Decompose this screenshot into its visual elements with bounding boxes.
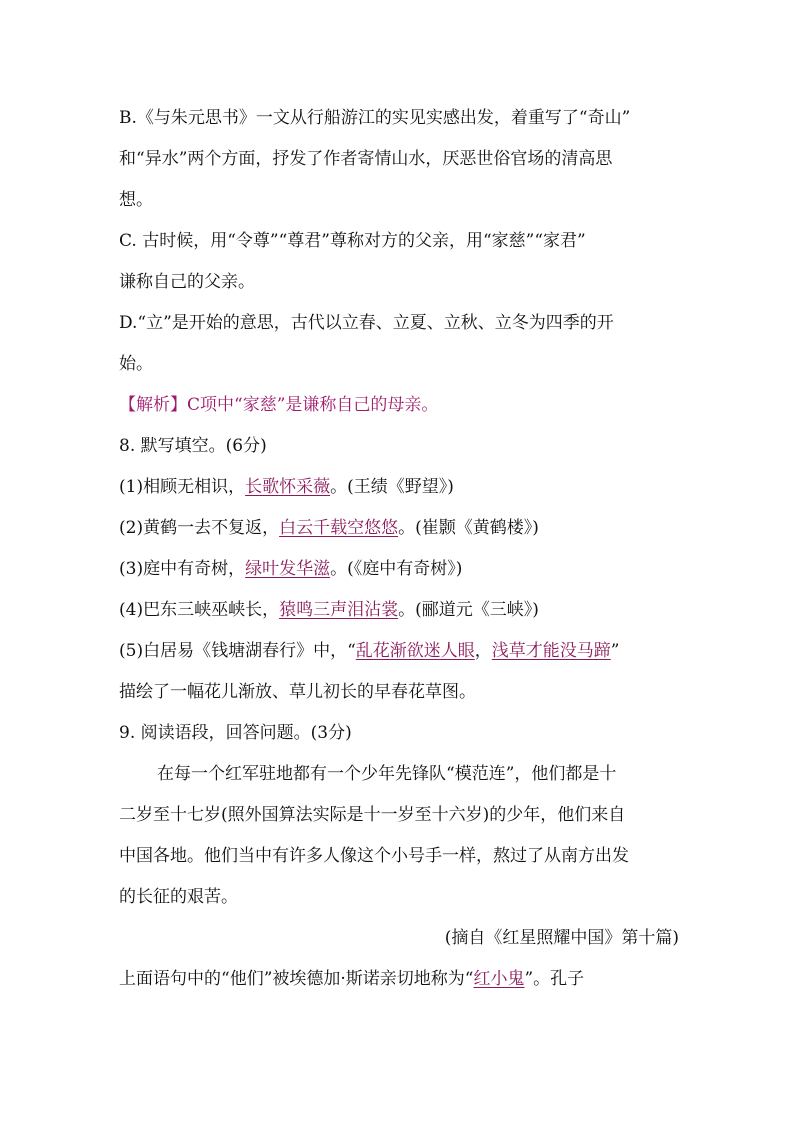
q8-item-5-close: ” xyxy=(610,641,620,661)
q8-item-4-prompt: (4)巴东三峡巫峡长， xyxy=(119,600,280,620)
q8-item-5-prompt: (5)白居易《钱塘湖春行》中，“ xyxy=(119,641,356,661)
q8-item-1-source: 。(王绩《野望》) xyxy=(330,477,454,497)
q8-item-4 xyxy=(119,590,679,631)
q8-item-4-source: 。(郦道元《三峡》) xyxy=(398,600,539,620)
q8-item-5-answer-1: 乱花渐欲迷人眼 xyxy=(355,641,475,661)
q9-question-tail: ”。孔子 xyxy=(524,969,585,989)
option-d-line-2: 始。 xyxy=(119,354,153,374)
q8-item-2-prompt: (2)黄鹤一去不复返， xyxy=(119,518,280,538)
q8-item-3-prompt: (3)庭中有奇树， xyxy=(119,559,246,579)
q8-item-3 xyxy=(119,549,679,590)
q9-source: (摘自《红星照耀中国》第十篇) xyxy=(444,928,679,948)
q9-passage-line-4: 的长征的艰苦。 xyxy=(119,887,238,907)
q8-item-4-answer: 猿鸣三声泪沾裳 xyxy=(279,600,399,620)
document-page xyxy=(119,98,679,1000)
option-c-line-2: 谦称自己的父亲。 xyxy=(119,272,255,292)
q8-item-1-prompt: (1)相顾无相识， xyxy=(119,477,246,497)
q8-item-5 xyxy=(119,631,679,672)
q9-passage-line-3: 中国各地。他们当中有许多人像这个小号手一样，熬过了从南方出发 xyxy=(119,846,629,866)
option-b-line-3: 想。 xyxy=(119,190,153,210)
option-c-line-1: C. 古时候，用“令尊”“尊君”尊称对方的父亲，用“家慈”“家君” xyxy=(119,231,586,251)
q8-item-5-answer-2: 浅草才能没马蹄 xyxy=(491,641,611,661)
q9-passage-line-2: 二岁至十七岁(照外国算法实际是十一岁至十六岁)的少年，他们来自 xyxy=(119,805,626,825)
option-b-line-2: 和“异水”两个方面，抒发了作者寄情山水，厌恶世俗官场的清高思 xyxy=(119,149,613,169)
q8-item-5-line-2: 描绘了一幅花儿渐放、草儿初长的早春花草图。 xyxy=(119,682,476,702)
q8-item-1-answer: 长歌怀采薇 xyxy=(245,477,331,497)
option-b-line-1: B.《与朱元思书》一文从行船游江的实见实感出发，着重写了“奇山” xyxy=(119,108,631,128)
q8-item-1 xyxy=(119,467,679,508)
q8-item-2 xyxy=(119,508,679,549)
q8-item-5-separator: ， xyxy=(474,641,492,661)
q9-question-answer: 红小鬼 xyxy=(473,969,525,989)
q9-question-prompt: 上面语句中的“他们”被埃德加·斯诺亲切地称为“ xyxy=(119,969,474,989)
question-9-title: 9. 阅读语段，回答问题。(3分) xyxy=(119,723,352,743)
q8-item-3-source: 。(《庭中有奇树》) xyxy=(330,559,463,579)
q9-question xyxy=(119,959,679,1000)
q8-item-2-answer: 白云千载空悠悠 xyxy=(279,518,399,538)
analysis-text: 【解析】C项中“家慈”是谦称自己的母亲。 xyxy=(119,395,439,415)
q8-item-2-source: 。(崔颢《黄鹤楼》) xyxy=(398,518,539,538)
option-d-line-1: D.“立”是开始的意思，古代以立春、立夏、立秋、立冬为四季的开 xyxy=(119,313,614,333)
q9-passage-line-1: 在每一个红军驻地都有一个少年先锋队“模范连”，他们都是十 xyxy=(157,764,617,784)
q8-item-3-answer: 绿叶发华滋 xyxy=(245,559,331,579)
question-8-title: 8. 默写填空。(6分) xyxy=(119,436,267,456)
